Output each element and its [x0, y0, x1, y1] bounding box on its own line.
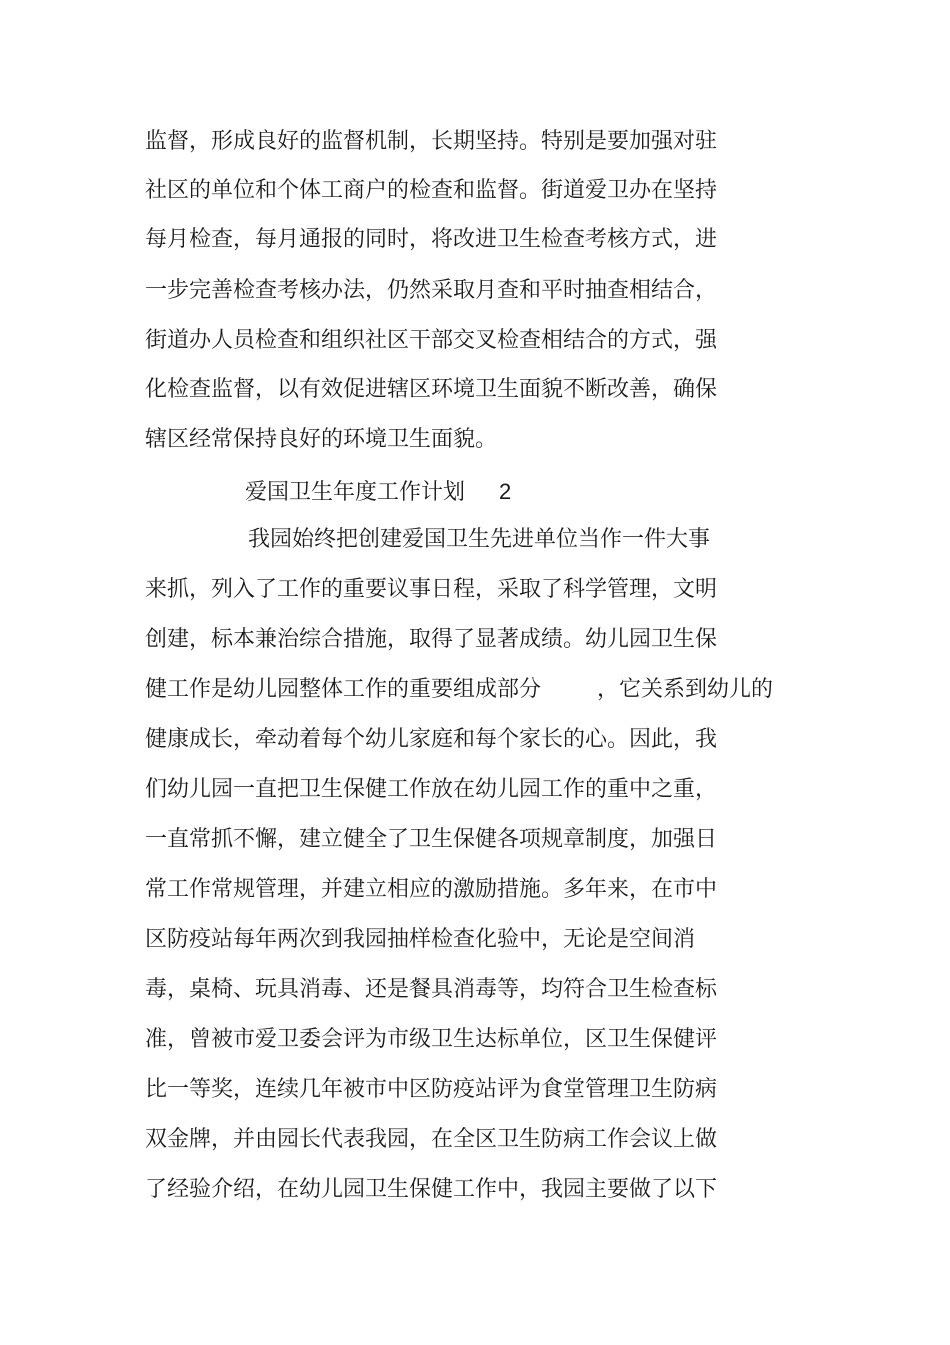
text-line: 常工作常规管理，并建立相应的激励措施。多年来，在市中 [145, 877, 718, 902]
section-heading [245, 476, 511, 508]
text-line: 区防疫站每年两次到我园抽样检查化验中，无论是空间消 [145, 927, 696, 952]
text-line: 比一等奖，连续几年被市中区防疫站评为食堂管理卫生防病 [145, 1077, 718, 1102]
text-line-left: 健工作是幼儿园整体工作的重要组成部分 [145, 677, 542, 702]
text-line: 社区的单位和个体工商户的检查和监督。街道爱卫办在坚持 [145, 178, 718, 203]
text-line: 监督，形成良好的监督机制，长期坚持。特别是要加强对驻 [145, 129, 718, 154]
text-line: 辖区经常保持良好的环境卫生面貌。 [145, 427, 498, 452]
section-heading-number: 2 [499, 479, 512, 504]
text-line: 毒，桌椅、玩具消毒、还是餐具消毒等，均符合卫生检查标 [145, 977, 718, 1002]
text-line: 双金牌，并由园长代表我园，在全区卫生防病工作会议上做 [145, 1127, 718, 1152]
text-line: 创建，标本兼治综合措施，取得了显著成绩。幼儿园卫生保 [145, 627, 718, 652]
text-line [145, 674, 773, 706]
text-line: 一直常抓不懈，建立健全了卫生保健各项规章制度，加强日 [145, 827, 718, 852]
paragraph-first-line: 我园始终把创建爱国卫生先进单位当作一件大事 [248, 527, 711, 552]
text-line: 来抓，列入了工作的重要议事日程，采取了科学管理，文明 [145, 577, 718, 602]
section-heading-title: 爱国卫生年度工作计划 [245, 480, 466, 505]
text-line: 街道办人员检查和组织社区干部交叉检查相结合的方式，强 [145, 328, 718, 353]
text-line: 准，曾被市爱卫委会评为市级卫生达标单位，区卫生保健评 [145, 1027, 718, 1052]
text-line: 了经验介绍，在幼儿园卫生保健工作中，我园主要做了以下 [145, 1177, 718, 1202]
text-line: 每月检查，每月通报的同时，将改进卫生检查考核方式，进 [145, 227, 718, 252]
text-line: 一步完善检查考核办法，仍然采取月查和平时抽查相结合， [145, 278, 718, 303]
text-line-right: ，它关系到幼儿的 [597, 677, 774, 702]
text-line: 健康成长，牵动着每个幼儿家庭和每个家长的心。因此，我 [145, 727, 718, 752]
text-line: 们幼儿园一直把卫生保健工作放在幼儿园工作的重中之重， [145, 777, 718, 802]
text-line: 化检查监督，以有效促进辖区环境卫生面貌不断改善，确保 [145, 377, 718, 402]
